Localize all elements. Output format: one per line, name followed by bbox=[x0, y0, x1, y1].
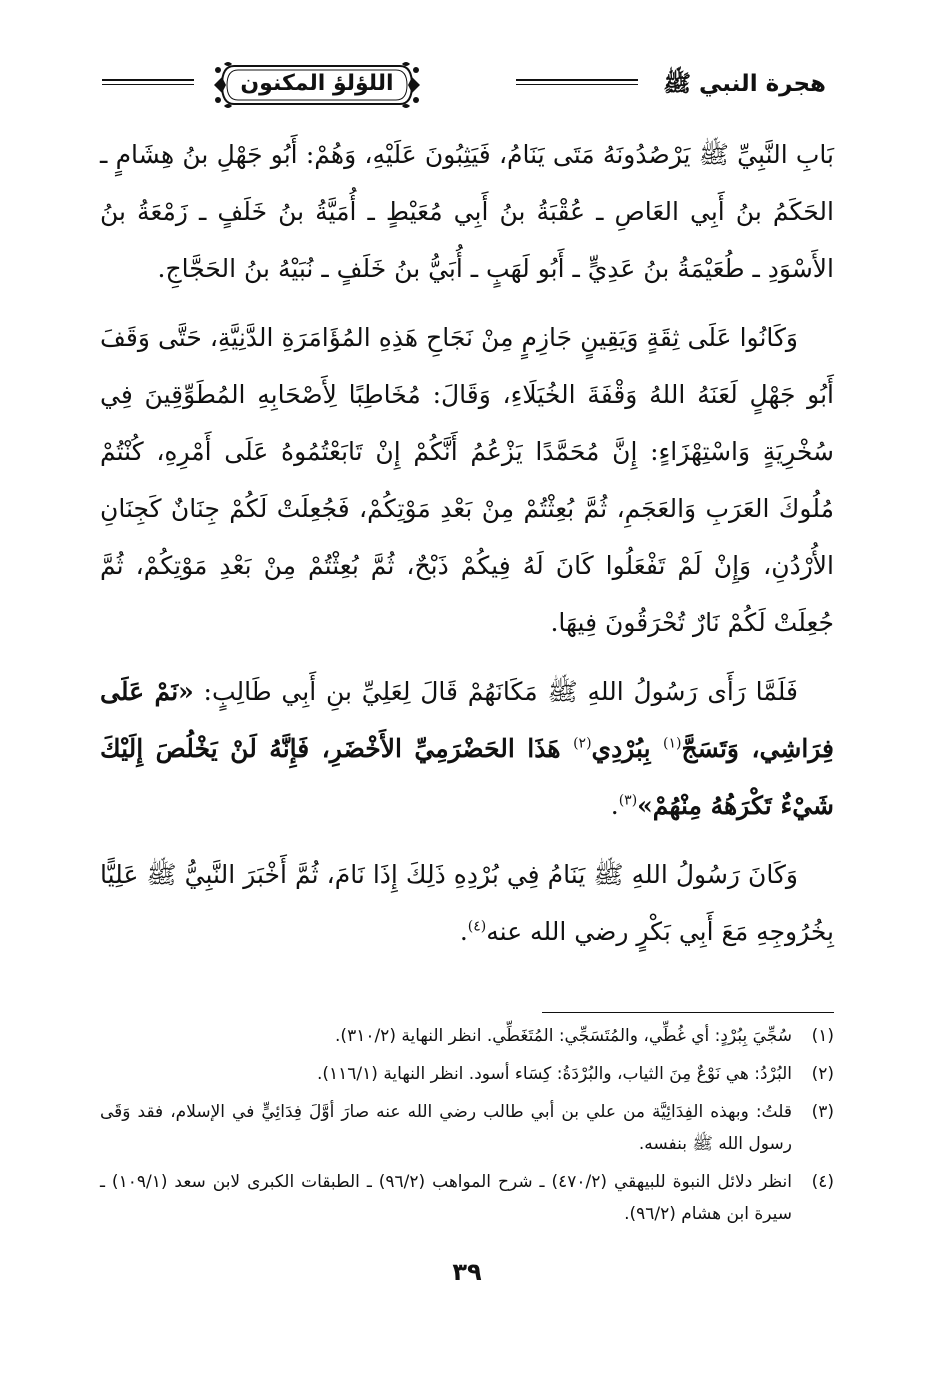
footnote-ref-2[interactable]: (٢) bbox=[573, 735, 592, 752]
footnote-1 bbox=[100, 1020, 834, 1052]
hadith-quote-part-2: بِبُرْدِي bbox=[591, 734, 664, 763]
header-rule-left bbox=[102, 79, 194, 85]
footnote-number: (٣) bbox=[811, 1102, 834, 1122]
footnote-4 bbox=[100, 1166, 834, 1230]
footnote-text: البُرْدُ: هي نَوْعٌ مِنَ الثياب، والبُرْدَةُ: كِسَاء أسود. انظر النهاية (١١٦/١). bbox=[316, 1064, 792, 1084]
paragraph-2 bbox=[100, 309, 834, 651]
paragraph-3-text: فَلَمَّا رَأَى رَسُولُ اللهِ ﷺ مَكَانَهُمْ قَالَ لِعَلِيِّ بنِ أَبِي طَالِبٍ: bbox=[193, 677, 798, 706]
footnotes bbox=[100, 1020, 834, 1236]
paragraph-4-text: وَكَانَ رَسُولُ اللهِ ﷺ يَنَامُ فِي بُرْدِهِ ذَلِكَ إِذَا نَامَ، ثُمَّ أَخْبَرَ النَّبِيُّ ﷺ عَلِيًّا بِخُرُوجِهِ مَعَ أَبِي بَكْرٍ رضي الله عنه bbox=[100, 860, 834, 946]
paragraph-2-text: وَكَانُوا عَلَى ثِقَةٍ وَيَقِينٍ جَازِمٍ مِنْ نَجَاحِ هَذِهِ المُؤَامَرَةِ الدَّنِيَّةِ، حَتَّى وَقَفَ أَبُو جَهْلٍ لَعَنَهُ اللهُ وَقْفَةَ الخُيَلَاءِ، وَقَالَ: مُخَاطِبًا لِأَصْحَابِهِ المُطَوِّقِينَ فِي سُخْرِيَةٍ وَاسْتِهْزَاءٍ: إِنَّ مُحَمَّدًا يَزْعُمُ أَنَّكُمْ إِنْ تَابَعْتُمُوهُ عَلَى أَمْرِهِ، كُنْتُمْ مُلُوكَ العَرَبِ وَالعَجَمِ، ثُمَّ بُعِثْتُمْ مِنْ بَعْدِ مَوْتِكُمْ، فَجُعِلَتْ لَكُمْ جِنَانٌ كَجِنَانِ الأُرْدُنِ، وَإِنْ لَمْ تَفْعَلُوا كَانَ لَهُ فِيكُمْ ذَبْحٌ، ثُمَّ بُعِثْتُمْ مِنْ بَعْدِ مَوْتِكُمْ، ثُمَّ جُعِلَتْ لَكُمْ نَارٌ تُحْرَقُونَ فِيهَا. bbox=[100, 323, 834, 637]
main-text bbox=[100, 126, 834, 972]
footnote-divider bbox=[542, 1012, 834, 1013]
hadith-quote-part-1: «نَمْ عَلَى فِرَاشِي، وَتَسَجَّ bbox=[100, 677, 835, 763]
footnote-text: قلتُ: وبهذه الفِدَائِيَّة من علي بن أبي طالب رضي الله عنه صارَ أوَّلَ فِدَائِيٍّ في الإسلام، فقد وَقَى رسول الله ﷺ بنفسه. bbox=[100, 1102, 792, 1154]
footnote-ref-1[interactable]: (١) bbox=[663, 735, 682, 752]
hadith-quote-part-3: هَذَا الحَضْرَمِيِّ الأَخْضَرِ، فَإِنَّهُ لَنْ يَخْلُصَ إِلَيْكَ شَيْءٌ تَكْرَهُهُ مِنْهُمْ» bbox=[100, 734, 834, 820]
footnote-2 bbox=[100, 1058, 834, 1090]
paragraph-3-end: . bbox=[610, 791, 619, 820]
footnote-number: (٤) bbox=[811, 1172, 834, 1192]
paragraph-4-end: . bbox=[459, 917, 468, 946]
paragraph-4 bbox=[100, 846, 834, 960]
footnote-3 bbox=[100, 1096, 834, 1160]
footnote-text: انظر دلائل النبوة للبيهقي (٤٧٠/٢) ـ شرح المواهب (٩٦/٢) ـ الطبقات الكبرى لابن سعد (١٠٩/١) ـ سيرة ابن هشام (٩٦/٢). bbox=[100, 1172, 792, 1224]
footnote-ref-3[interactable]: (٣) bbox=[618, 792, 638, 809]
footnote-ref-4[interactable]: (٤) bbox=[467, 918, 487, 935]
header-rule-right bbox=[516, 79, 638, 85]
footnote-number: (١) bbox=[811, 1026, 834, 1046]
page-number: ٣٩ bbox=[452, 1258, 482, 1286]
footnote-number: (٢) bbox=[811, 1064, 834, 1084]
book-title-cartouche bbox=[212, 58, 422, 112]
footnote-text: سُجِّيَ بِبُرْدٍ: أي غُطِّي، والمُتَسَجِّي: المُتَغَطِّي. انظر النهاية (٣١٠/٢). bbox=[335, 1026, 792, 1046]
book-title: اللؤلؤ المكنون bbox=[240, 71, 394, 96]
chapter-title: هجرة النبي ﷺ bbox=[663, 71, 826, 97]
running-header bbox=[102, 56, 834, 120]
paragraph-1 bbox=[100, 126, 834, 297]
paragraph-3 bbox=[100, 663, 834, 834]
paragraph-1-text: بَابِ النَّبِيِّ ﷺ يَرْصُدُونَهُ مَتَى يَنَامُ، فَيَثِبُونَ عَلَيْهِ، وَهُمْ: أَبُو جَهْلِ بنُ هِشَامٍ ـ الحَكَمُ بنُ أَبِي العَاصِ ـ عُقْبَةُ بنُ أَبِي مُعَيْطٍ ـ أُمَيَّةُ بنُ خَلَفٍ ـ زَمْعَةُ بنُ الأَسْوَدِ ـ طُعَيْمَةُ بنُ عَدِيٍّ ـ أَبُو لَهَبٍ ـ أُبَيُّ بنُ خَلَفٍ ـ نُبَيْهُ بنُ الحَجَّاجِ. bbox=[100, 140, 834, 283]
